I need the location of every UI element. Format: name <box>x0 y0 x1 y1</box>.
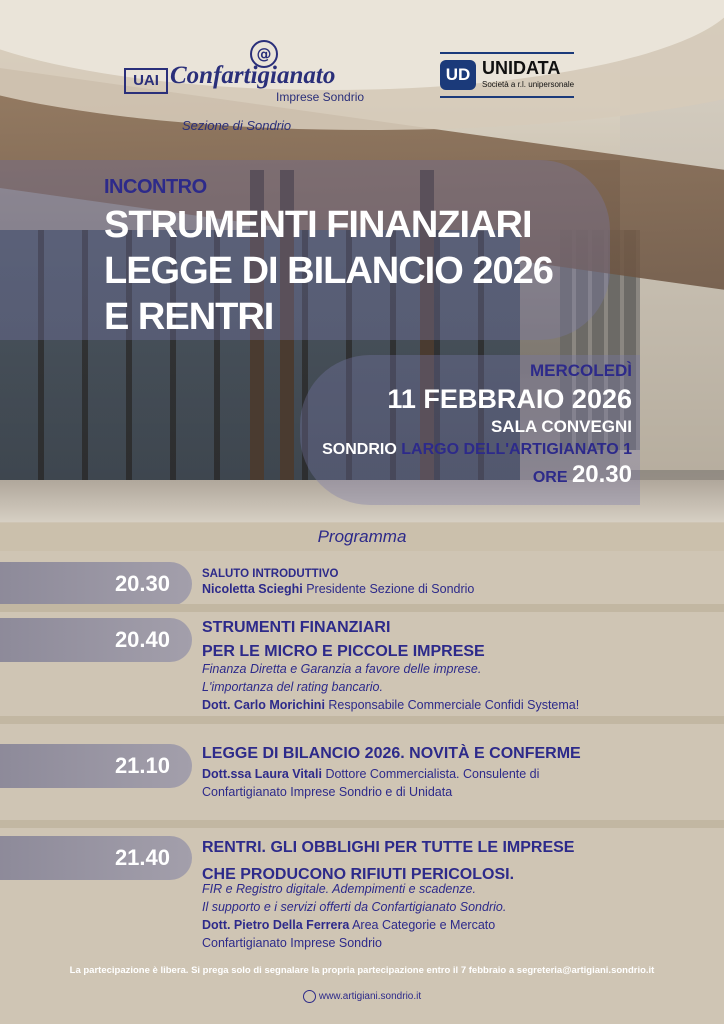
item-note: FIR e Registro digitale. Adempimenti e scadenze. <box>202 882 476 896</box>
item-title-line: RENTRI. GLI OBBLIGHI PER TUTTE LE IMPRESE <box>202 839 575 856</box>
item-role: Responsabile Commerciale Confidi Systema! <box>328 698 580 712</box>
item-role: Area Categorie e Mercato <box>352 918 496 932</box>
item-note: Finanza Diretta e Garanzia a favore delle imprese. <box>202 662 482 676</box>
confartigianato-name: Confartigianato <box>170 62 336 89</box>
event-details <box>322 360 632 491</box>
confartigianato-logo <box>124 40 394 140</box>
item-title-line: PER LE MICRO E PICCOLE IMPRESE <box>202 643 485 660</box>
program-item <box>0 742 724 822</box>
title-line: E RENTRI <box>104 296 274 338</box>
item-time: 20.40 <box>114 627 170 652</box>
program-item <box>0 614 724 724</box>
item-title <box>202 616 485 664</box>
time-pill <box>0 836 192 880</box>
at-icon: @ <box>250 40 278 68</box>
item-time: 21.40 <box>114 845 170 870</box>
item-speaker-line <box>202 765 539 801</box>
program-heading <box>0 523 724 551</box>
item-note: Il supporto e i servizi offerti da Confartigianato Sondrio. <box>202 900 507 914</box>
section-label: Sezione di Sondrio <box>182 118 292 133</box>
event-day: MERCOLEDÌ <box>530 361 632 380</box>
unidata-logo <box>440 52 580 102</box>
divider <box>440 96 574 98</box>
item-time: 21.10 <box>114 753 170 778</box>
title-line: LEGGE DI BILANCIO 2026 <box>104 250 553 292</box>
event-address: LARGO DELL'ARTIGIANATO 1 <box>401 441 632 458</box>
item-title: SALUTO INTRODUTTIVO <box>202 568 339 580</box>
item-time: 20.30 <box>114 571 170 596</box>
item-title-line: CHE PRODUCONO RIFIUTI PERICOLOSI. <box>202 866 515 883</box>
unidata-subtitle: Società a r.l. unipersonale <box>482 80 575 89</box>
program-heading-text: Programma <box>317 527 407 546</box>
item-speaker: Dott.ssa Laura Vitali <box>202 767 322 781</box>
uai-mark: UAI <box>124 68 168 94</box>
item-notes <box>202 880 506 952</box>
time-label: ORE <box>532 469 568 486</box>
item-speaker: Nicoletta Scieghi <box>202 582 303 596</box>
item-role: Presidente Sezione di Sondrio <box>306 582 475 596</box>
program-item <box>0 834 724 954</box>
item-speaker-line <box>202 580 474 598</box>
title-line: STRUMENTI FINANZIARI <box>104 204 532 246</box>
item-role: Confartigianato Imprese Sondrio e di Unidata <box>202 785 453 799</box>
event-time <box>322 462 632 491</box>
program-item <box>0 560 724 610</box>
website-link[interactable]: www.artigiani.sondrio.it <box>318 991 422 1003</box>
item-title: LEGGE DI BILANCIO 2026. NOVITÀ E CONFERME <box>202 745 581 762</box>
event-location <box>322 438 632 462</box>
event-kind: INCONTRO <box>104 176 207 198</box>
separator <box>0 604 724 612</box>
divider <box>440 52 574 54</box>
time-pill <box>0 562 192 606</box>
ud-mark: UD <box>440 60 476 90</box>
time-pill <box>0 618 192 662</box>
item-notes <box>202 660 579 714</box>
item-note: L'importanza del rating bancario. <box>202 680 383 694</box>
event-title <box>104 202 553 340</box>
time-value: 20.30 <box>571 461 632 488</box>
item-role: Confartigianato Imprese Sondrio <box>202 936 382 950</box>
separator <box>0 716 724 724</box>
event-date: 11 FEBBRAIO 2026 <box>387 384 632 414</box>
item-role: Dottore Commercialista. Consulente di <box>325 767 540 781</box>
event-city: SONDRIO <box>322 441 397 458</box>
unidata-name: UNIDATA <box>482 58 561 78</box>
event-venue: SALA CONVEGNI <box>490 417 632 436</box>
item-title-line: STRUMENTI FINANZIARI <box>202 619 391 636</box>
time-pill <box>0 744 192 788</box>
participation-note: La partecipazione è libera. Si prega solo di segnalare la propria partecipazione entro il 7 febbraio a segreteria@artigiani.sondrio.it <box>69 965 655 976</box>
item-speaker: Dott. Carlo Morichini <box>202 698 325 712</box>
globe-icon <box>303 990 316 1003</box>
confartigianato-subtitle: Imprese Sondrio <box>276 90 365 104</box>
website-line[interactable] <box>0 990 724 1003</box>
separator <box>0 820 724 828</box>
item-speaker: Dott. Pietro Della Ferrera <box>202 918 350 932</box>
